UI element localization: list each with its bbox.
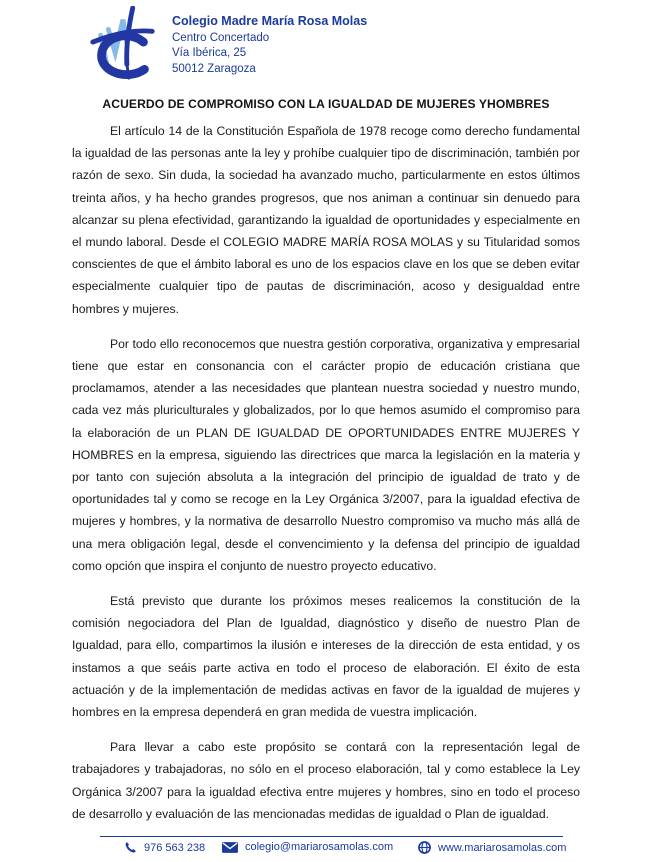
footer-email	[222, 841, 393, 853]
school-street: Vía Ibérica, 25	[172, 47, 247, 59]
phone-icon	[124, 841, 137, 854]
footer-phone	[124, 841, 205, 854]
globe-icon	[418, 841, 431, 854]
letterhead	[86, 6, 367, 82]
footer-website	[418, 841, 566, 854]
school-city: 50012 Zaragoza	[172, 62, 256, 75]
envelope-icon	[222, 842, 238, 853]
school-type: Centro Concertado	[172, 31, 270, 44]
document-body	[72, 97, 580, 838]
footer-email-address: colegio@mariarosamolas.com	[245, 841, 394, 853]
document-title: ACUERDO DE COMPROMISO CON LA IGUALDAD DE MUJERES YHOMBRES	[102, 97, 550, 111]
school-address-block	[172, 6, 367, 82]
paragraph-1: El artículo 14 de la Constitución Española de 1978 recoge como derecho fundamental la igualdad de las personas ante la ley y prohíbe cualquier tipo de discriminación, también por razón de sexo. Sin duda, la sociedad ha avanzado mucho, particularmente en estos últimos treinta años, y ha hecho grandes progresos, que nos animan a continuar sin denuedo para alcanzar su plena efectividad, garantizando la igualdad de oportunidades y especialmente en el mundo laboral. Desde el COLEGIO MADRE MARÍA ROSA MOLAS y su Titularidad somos conscientes de que el ámbito laboral es uno de los espacios clave en los que se deben evitar especialmente cualquier tipo de pautas de discriminación, acoso y desigualdad entre hombres y mujeres.	[72, 124, 580, 316]
school-name: Colegio Madre María Rosa Molas	[172, 14, 368, 28]
footer-divider	[100, 836, 563, 837]
footer-phone-number: 976 563 238	[144, 841, 206, 854]
paragraph-3: Está previsto que durante los próximos meses realicemos la constitución de la comisión negociadora del Plan de Igualdad, diagnóstico y diseño de nuestro Plan de Igualdad, para ello, compartimos la ilusión e intereses de la dirección de esta entidad, y os instamos a que seáis parte activa en todo el proceso de elaboración. El éxito de esta actuación y de la implementación de medidas activas en favor de la igualdad de mujeres y hombres en la empresa dependerá en gran medida de vuestra implicación.	[72, 594, 580, 720]
footer-website-url: www.mariarosamolas.com	[438, 841, 567, 854]
paragraph-2: Por todo ello reconocemos que nuestra gestión corporativa, organizativa y empresarial tiene que estar en consonancia con el carácter propio de educación cristiana que proclamamos, atender a las necesidades que plantean nuestra sociedad y nuestro mundo, cada vez más pluriculturales y globalizados, por lo que hemos asumido el compromiso para la elaboración de un PLAN DE IGUALDAD DE OPORTUNIDADES ENTRE MUJERES Y HOMBRES en la empresa, siguiendo las directrices que marca la legislación en la materia y por tanto con sujeción absoluta a la integración del principio de igualdad de trato y de oportunidades tal y como se recoge en la Ley Orgánica 3/2007, para la igualdad efectiva de mujeres y hombres, y la normativa de desarrollo Nuestro compromiso va mucho más allá de una mera obligación legal, desde el convencimiento y la defensa del principio de igualdad como opción que inspira el conjunto de nuestro proyecto educativo.	[72, 336, 580, 573]
paragraph-4: Para llevar a cabo este propósito se contará con la representación legal de trabajadores y trabajadoras, no sólo en el proceso elaboración, tal y como establece la Ley Orgánica 3/2007 para la igualdad efectiva entre mujeres y hombres, sino en todo el proceso de desarrollo y evaluación de las mencionadas medidas de igualdad o Plan de igualdad.	[72, 740, 580, 821]
school-monogram-logo-icon	[86, 6, 158, 82]
